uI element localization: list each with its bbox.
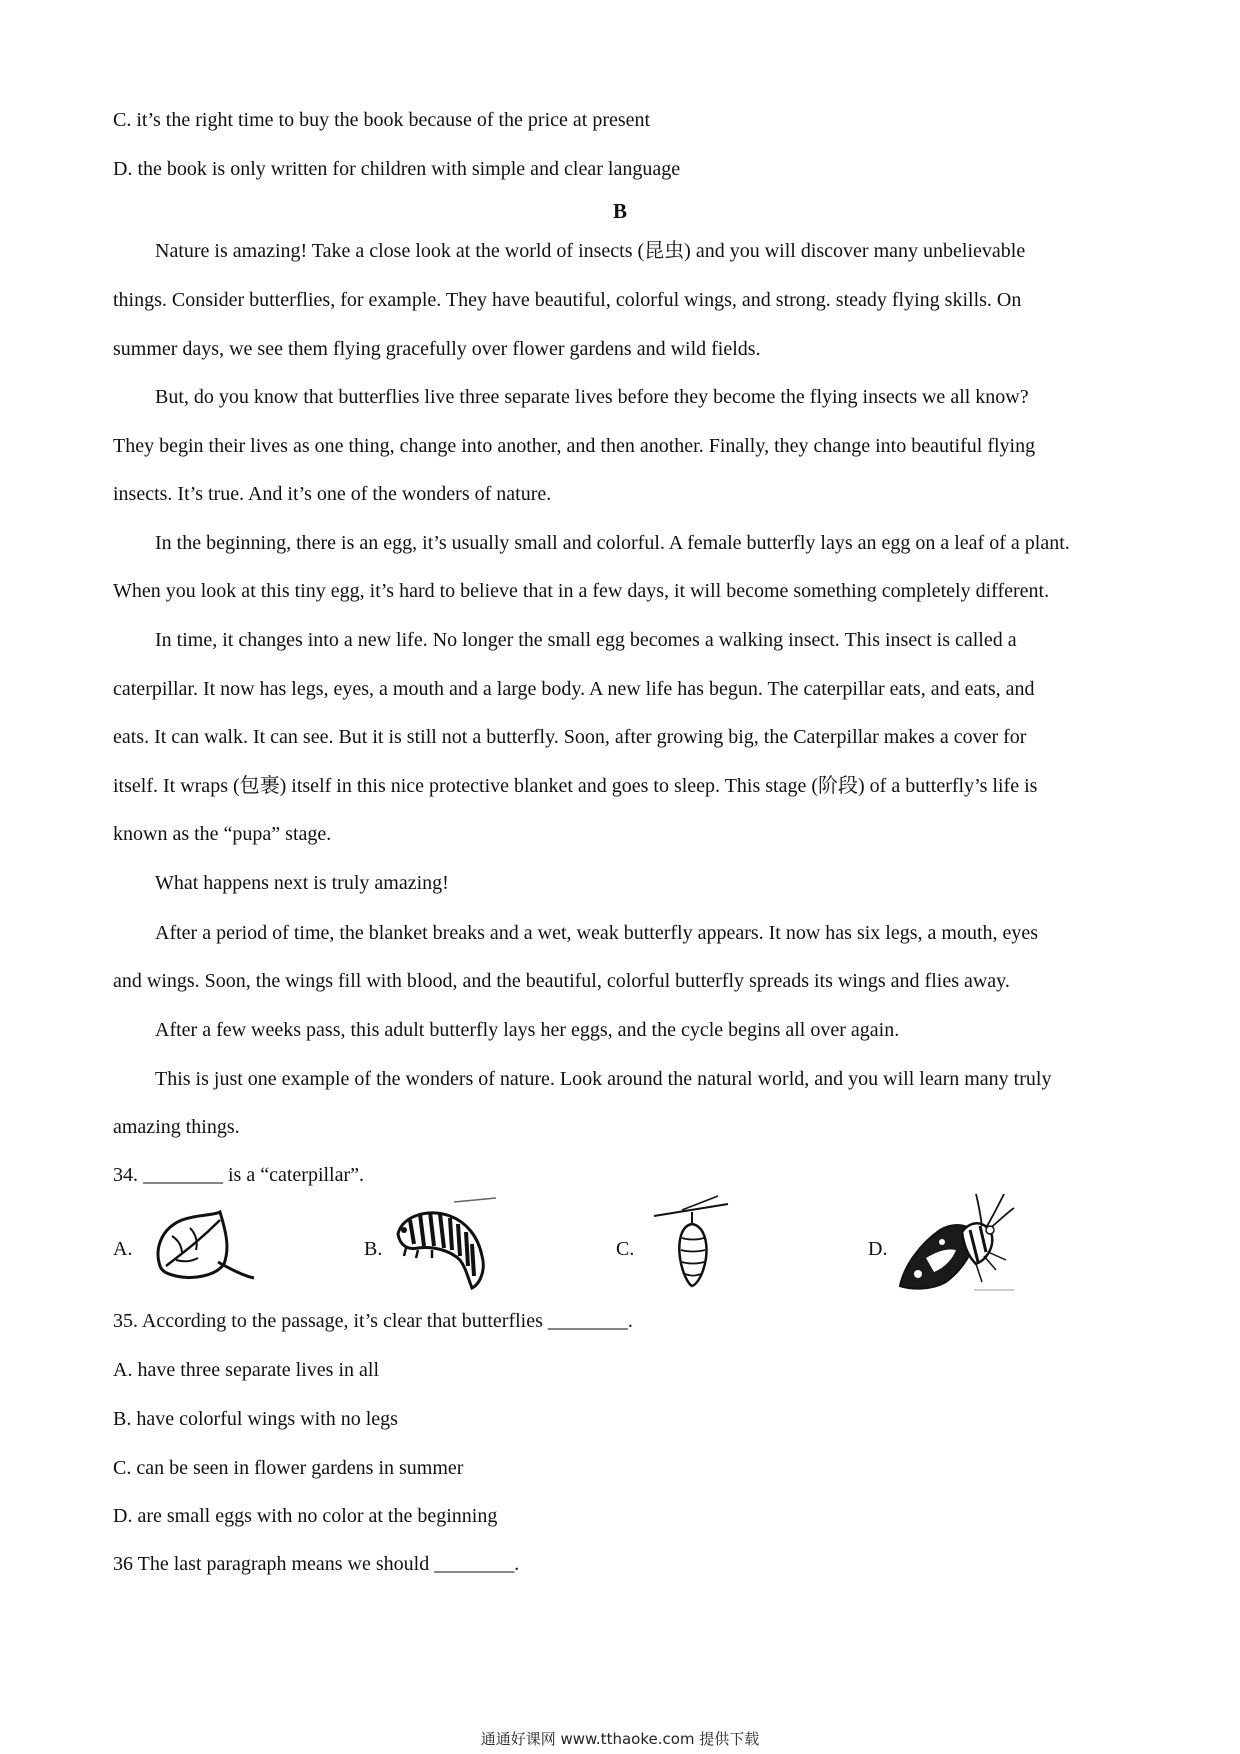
q34-option-d-label: D. xyxy=(868,1238,888,1260)
passage-line: In time, it changes into a new life. No longer the small egg becomes a walking insect. This insect is called a xyxy=(155,629,1017,651)
question-36-stem: 36 The last paragraph means we should ________. xyxy=(113,1553,520,1575)
passage-line: itself. It wraps (包裹) itself in this nice protective blanket and goes to sleep. This stage (阶段) of a butterfly’s life is xyxy=(113,775,1038,797)
q35-option-b: B. have colorful wings with no legs xyxy=(113,1408,398,1430)
page-footer: 通通好课网 www.tthaoke.com 提供下载 xyxy=(480,1730,760,1748)
passage-line: things. Consider butterflies, for example. They have beautiful, colorful wings, and strong. steady flying skills. On xyxy=(113,289,1022,311)
butterfly-icon xyxy=(896,1186,1016,1292)
passage-line: insects. It’s true. And it’s one of the wonders of nature. xyxy=(113,483,552,505)
passage-line: What happens next is truly amazing! xyxy=(155,872,449,894)
question-35-stem: 35. According to the passage, it’s clear that butterflies ________. xyxy=(113,1310,633,1332)
passage-line: This is just one example of the wonders of nature. Look around the natural world, and you will learn many truly xyxy=(155,1068,1052,1090)
passage-line: After a period of time, the blanket breaks and a wet, weak butterfly appears. It now has six legs, a mouth, eyes xyxy=(155,922,1039,944)
q35-option-c: C. can be seen in flower gardens in summer xyxy=(113,1457,464,1479)
passage-line: But, do you know that butterflies live three separate lives before they become the flying insects we all know? xyxy=(155,386,1029,408)
passage-line: and wings. Soon, the wings fill with blood, and the beautiful, colorful butterfly spreads its wings and flies away. xyxy=(113,970,1010,992)
leaf-icon xyxy=(146,1206,256,1282)
passage-line: known as the “pupa” stage. xyxy=(113,823,332,845)
section-heading: B xyxy=(612,199,627,223)
passage-line: amazing things. xyxy=(113,1116,240,1138)
q34-option-b-label: B. xyxy=(364,1238,383,1260)
passage-line: They begin their lives as one thing, change into another, and then another. Finally, they change into beautiful flying xyxy=(113,435,1036,457)
passage-line: eats. It can walk. It can see. But it is still not a butterfly. Soon, after growing big, the Caterpillar makes a cover for xyxy=(113,726,1027,748)
passage-line: Nature is amazing! Take a close look at the world of insects (昆虫) and you will discover many unbelievable xyxy=(155,240,1026,262)
q35-option-d: D. are small eggs with no color at the beginning xyxy=(113,1505,498,1527)
q34-option-c-label: C. xyxy=(616,1238,635,1260)
passage-line: When you look at this tiny egg, it’s hard to believe that in a few days, it will become something completely different. xyxy=(113,580,1050,602)
q35-option-a: A. have three separate lives in all xyxy=(113,1359,379,1381)
q34-option-a-label: A. xyxy=(113,1238,133,1260)
question-34-stem: 34. ________ is a “caterpillar”. xyxy=(113,1164,365,1186)
option-line: D. the book is only written for children with simple and clear language xyxy=(113,158,681,180)
caterpillar-icon xyxy=(392,1196,502,1292)
passage-line: summer days, we see them flying gracefully over flower gardens and wild fields. xyxy=(113,338,761,360)
pupa-icon xyxy=(652,1192,732,1292)
passage-line: In the beginning, there is an egg, it’s usually small and colorful. A female butterfly lays an egg on a leaf of a plant. xyxy=(155,532,1070,554)
passage-line: After a few weeks pass, this adult butterfly lays her eggs, and the cycle begins all over again. xyxy=(155,1019,900,1041)
option-line: C. it’s the right time to buy the book because of the price at present xyxy=(113,109,651,131)
passage-line: caterpillar. It now has legs, eyes, a mouth and a large body. A new life has begun. The caterpillar eats, and eats, and xyxy=(113,678,1035,700)
